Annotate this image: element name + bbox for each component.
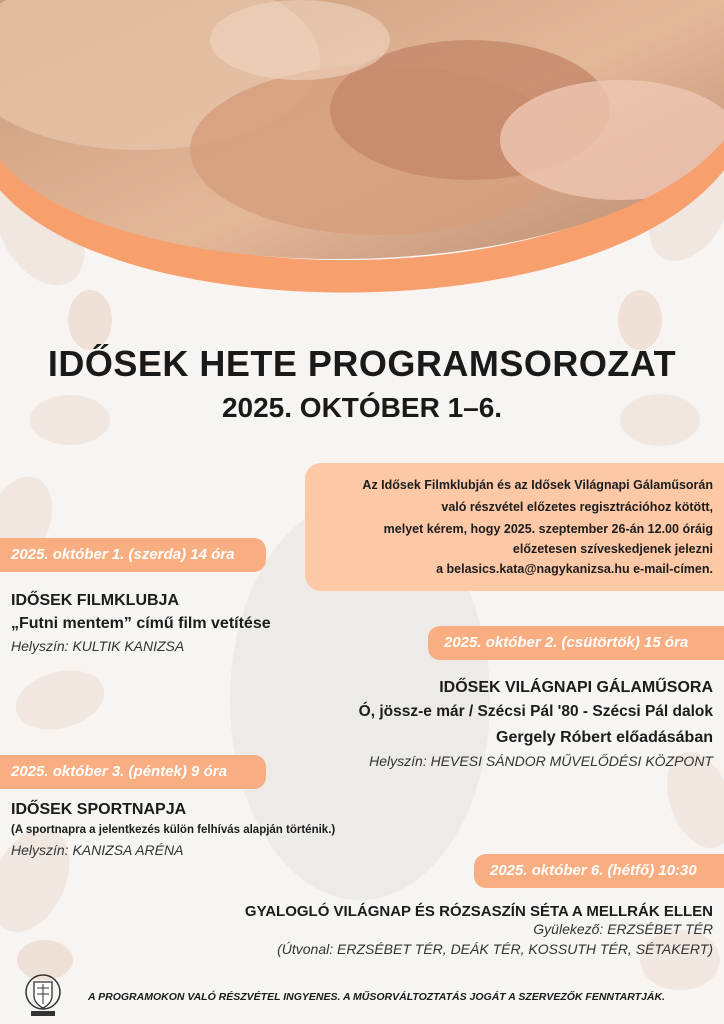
registration-line: való részvétel előzetes regisztrációhoz kötött, [441,500,713,514]
registration-note-box [305,463,724,591]
event-route: (Útvonal: ERZSÉBET TÉR, DEÁK TÉR, KOSSUTH TÉR, SÉTAKERT) [277,941,713,957]
event-title: IDŐSEK VILÁGNAPI GÁLAMŰSORA [439,679,713,696]
event-date-pill: 2025. október 6. (hétfő) 10:30 [474,854,724,888]
event-title: IDŐSEK FILMKLUBJA [11,592,179,609]
holding-hands-photo [0,0,724,320]
event-subtitle: Gergely Róbert előadásában [496,729,713,746]
footer-note: A PROGRAMOKON VALÓ RÉSZVÉTEL INGYENES. A MŰSORVÁLTOZTATÁS JOGÁT A SZERVEZŐK FENNTARTJÁK. [88,991,665,1003]
event-location: Helyszín: KULTIK KANIZSA [11,638,185,654]
event-title: IDŐSEK SPORTNAPJA [11,801,187,818]
event-date-pill: 2025. október 1. (szerda) 14 óra [0,538,266,572]
registration-line: melyet kérem, hogy 2025. szeptember 26-án 12.00 óráig [383,522,713,536]
event-subtitle: „Futni mentem” című film vetítése [11,615,271,632]
event-location: Helyszín: HEVESI SÁNDOR MŰVELŐDÉSI KÖZPONT [369,753,713,769]
event-subtitle: Ó, jössz-e már / Szécsi Pál '80 - Szécsi Pál dalok [358,703,713,720]
event-location: Helyszín: KANIZSA ARÉNA [11,842,184,858]
event-date-pill: 2025. október 3. (péntek) 9 óra [0,755,266,789]
event-note: (A sportnapra a jelentkezés külön felhívás alapján történik.) [11,824,336,836]
poster-title: IDŐSEK HETE PROGRAMSOROZAT [47,343,677,384]
registration-line: Az Idősek Filmklubján és az Idősek Világnapi Gálaműsorán [362,478,713,492]
event-date-pill: 2025. október 2. (csütörtök) 15 óra [428,626,724,660]
event-title: GYALOGLÓ VILÁGNAP ÉS RÓZSASZÍN SÉTA A MELLRÁK ELLEN [244,903,713,920]
registration-line: előzetesen szíveskedjenek jelezni [512,542,713,556]
registration-email-line: a belasics.kata@nagykanizsa.hu e-mail-címen. [436,562,713,576]
event-meeting-point: Gyülekező: ERZSÉBET TÉR [533,921,713,937]
poster-date-range: 2025. OKTÓBER 1–6. [221,392,503,423]
city-crest-icon [23,970,63,1020]
